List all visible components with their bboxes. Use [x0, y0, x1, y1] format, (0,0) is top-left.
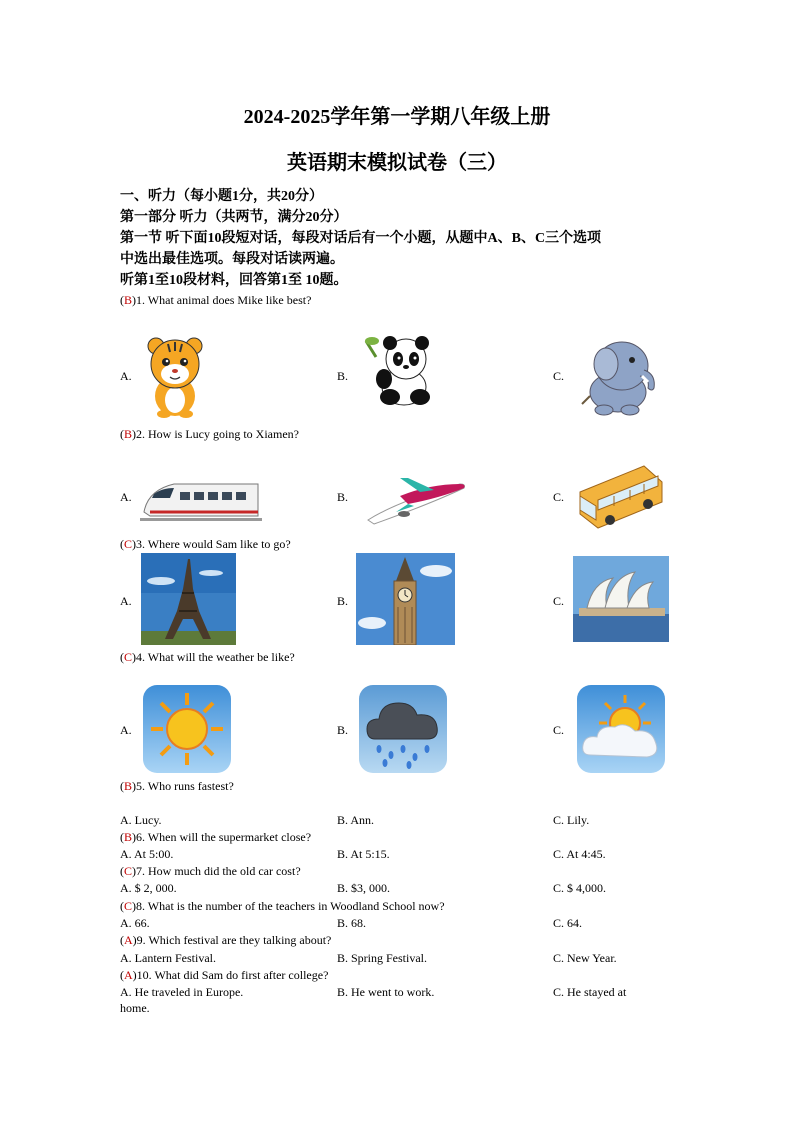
option-a: A. Lantern Festival. — [120, 951, 216, 965]
option-b: B. $3, 000. — [337, 881, 391, 895]
paren: ( — [120, 779, 124, 793]
question-10 — [120, 967, 328, 983]
paren: ) — [132, 427, 137, 441]
question-6 — [120, 829, 311, 845]
instruction-line-1: 第一节 听下面10段短对话，每段对话后有一个小题，从题中A、B、C三个选项 — [120, 231, 602, 246]
option-a: A. He traveled in Europe. — [120, 985, 244, 999]
question-text-3: 3. Where would Sam like to go? — [136, 537, 291, 551]
question-1 — [120, 292, 311, 308]
option-label: B. — [337, 723, 349, 737]
answer-9: A — [124, 933, 133, 947]
paren: ( — [120, 293, 124, 307]
paren: ) — [132, 830, 137, 844]
section-heading: 一、听力（每小题1分，共20分） — [120, 189, 323, 204]
option-a: A. $ 2, 000. — [120, 881, 177, 895]
option-a: A. Lucy. — [120, 813, 162, 827]
sydney-opera-house-image — [573, 556, 669, 642]
option-c: C. New Year. — [553, 951, 617, 965]
option-b: B. Ann. — [337, 813, 375, 827]
option-label: B. — [337, 594, 349, 608]
answer-5: B — [124, 779, 133, 793]
paren: ) — [132, 650, 137, 664]
paren: ( — [120, 933, 124, 947]
question-7 — [120, 863, 301, 879]
question-3 — [120, 536, 291, 552]
option-c: C. Lily. — [553, 813, 590, 827]
option-label: C. — [553, 369, 565, 383]
airplane-image — [360, 470, 468, 526]
option-label: A. — [120, 369, 132, 383]
paren: ( — [120, 427, 124, 441]
option-label: C. — [553, 723, 565, 737]
bus-image — [574, 462, 666, 530]
question-text-7: 7. How much did the old car cost? — [136, 864, 301, 878]
answer-1: B — [124, 293, 133, 307]
eiffel-tower-image — [141, 553, 236, 645]
option-b: B. At 5:15. — [337, 847, 390, 861]
paren: ) — [132, 779, 137, 793]
question-text-10: 10. What did Sam do first after college? — [136, 968, 329, 982]
train-image — [140, 472, 262, 526]
option-a: A. At 5:00. — [120, 847, 174, 861]
answer-3: C — [124, 537, 133, 551]
option-label: A. — [120, 723, 132, 737]
question-text-9: 9. Which festival are they talking about? — [136, 933, 332, 947]
option-b: B. 68. — [337, 916, 367, 930]
paren: ) — [132, 968, 137, 982]
paren: ( — [120, 899, 124, 913]
answer-8: C — [124, 899, 133, 913]
paren: ) — [132, 537, 137, 551]
question-text-5: 5. Who runs fastest? — [136, 779, 234, 793]
option-label: C. — [553, 490, 565, 504]
question-text-4: 4. What will the weather be like? — [136, 650, 295, 664]
option-label: B. — [337, 490, 349, 504]
big-ben-image — [356, 553, 455, 645]
part-heading: 第一部分 听力（共两节，满分20分） — [120, 210, 348, 225]
paren: ( — [120, 537, 124, 551]
paren: ) — [132, 933, 137, 947]
elephant-image — [578, 334, 660, 416]
question-text-1: 1. What animal does Mike like best? — [136, 293, 312, 307]
option-c: C. $ 4,000. — [553, 881, 607, 895]
paren: ( — [120, 650, 124, 664]
question-9 — [120, 932, 331, 948]
option-a: A. 66. — [120, 916, 150, 930]
question-text-8: 8. What is the number of the teachers in Woodland School now? — [136, 899, 445, 913]
question-2 — [120, 426, 299, 442]
answer-4: C — [124, 650, 133, 664]
question-8 — [120, 898, 445, 914]
exam-subtitle: 英语期末模拟试卷（三） — [287, 152, 507, 174]
paren: ) — [132, 899, 137, 913]
paren: ( — [120, 968, 124, 982]
instruction-line-2: 中选出最佳选项。每段对话读两遍。 — [120, 252, 344, 267]
partly-cloudy-icon — [577, 685, 665, 773]
rainy-icon — [359, 685, 447, 773]
answer-10: A — [124, 968, 133, 982]
tiger-image — [144, 334, 206, 418]
panda-image — [360, 335, 442, 411]
option-b: B. He went to work. — [337, 985, 435, 999]
option-b: B. Spring Festival. — [337, 951, 428, 965]
paren: ) — [132, 293, 137, 307]
sunny-icon — [143, 685, 231, 773]
paren: ( — [120, 864, 124, 878]
question-5 — [120, 778, 234, 794]
question-text-2: 2. How is Lucy going to Xiamen? — [136, 427, 299, 441]
paren: ) — [132, 864, 137, 878]
option-label: B. — [337, 369, 349, 383]
option-label: A. — [120, 594, 132, 608]
option-c: C. He stayed at — [553, 985, 627, 999]
exam-title: 2024-2025学年第一学期八年级上册 — [243, 106, 551, 128]
question-text-6: 6. When will the supermarket close? — [136, 830, 312, 844]
option-c-continuation: home. — [120, 1001, 150, 1015]
answer-2: B — [124, 427, 133, 441]
answer-6: B — [124, 830, 133, 844]
paren: ( — [120, 830, 124, 844]
option-c: C. At 4:45. — [553, 847, 606, 861]
option-c: C. 64. — [553, 916, 583, 930]
answer-7: C — [124, 864, 133, 878]
question-4 — [120, 649, 295, 665]
option-label: A. — [120, 490, 132, 504]
instruction-line-3: 听第1至10段材料，回答第1至 10题。 — [120, 273, 348, 288]
option-label: C. — [553, 594, 565, 608]
